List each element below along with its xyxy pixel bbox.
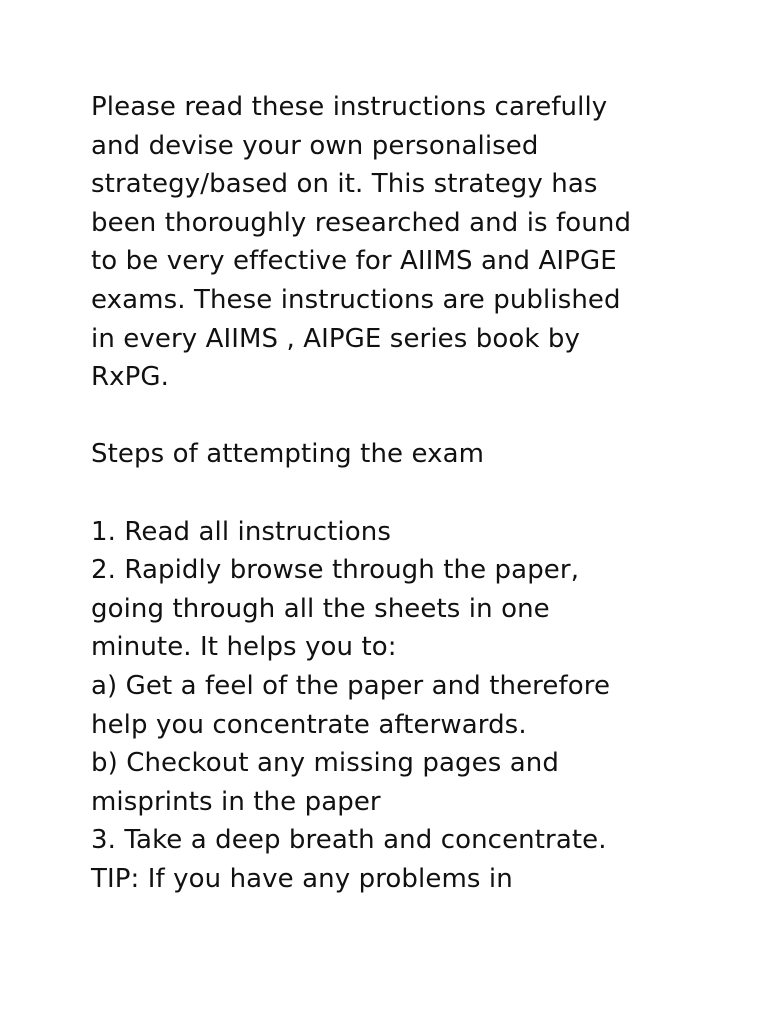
intro-line: and devise your own personalised	[91, 130, 539, 161]
step-line: 2. Rapidly browse through the paper,	[91, 555, 580, 586]
intro-line: to be very effective for AIIMS and AIPGE	[91, 246, 617, 277]
intro-line: Please read these instructions carefully	[91, 92, 608, 122]
step-line: b) Checkout any missing pages and	[91, 748, 559, 779]
steps-list	[91, 513, 691, 899]
step-line: TIP: If you have any problems in	[91, 863, 513, 894]
step-line: a) Get a feel of the paper and therefore	[91, 670, 611, 701]
steps-heading: Steps of attempting the exam	[91, 439, 485, 470]
intro-line: been thoroughly researched and is found	[91, 207, 632, 238]
paragraph-spacer	[91, 397, 691, 436]
step-line: 1. Read all instructions	[91, 516, 391, 547]
intro-line: exams. These instructions are published	[91, 284, 621, 315]
document-body	[91, 88, 691, 898]
step-line: 3. Take a deep breath and concentrate.	[91, 825, 607, 856]
intro-line: strategy/based on it. This strategy has	[91, 169, 598, 200]
step-line: misprints in the paper	[91, 786, 381, 817]
intro-paragraph	[91, 88, 691, 397]
step-line: help you concentrate afterwards.	[91, 709, 527, 740]
step-line: going through all the sheets in one	[91, 593, 550, 624]
paragraph-spacer	[91, 474, 691, 513]
intro-line: RxPG.	[91, 362, 170, 393]
intro-line: in every AIIMS , AIPGE series book by	[91, 323, 581, 354]
step-line: minute. It helps you to:	[91, 632, 397, 663]
